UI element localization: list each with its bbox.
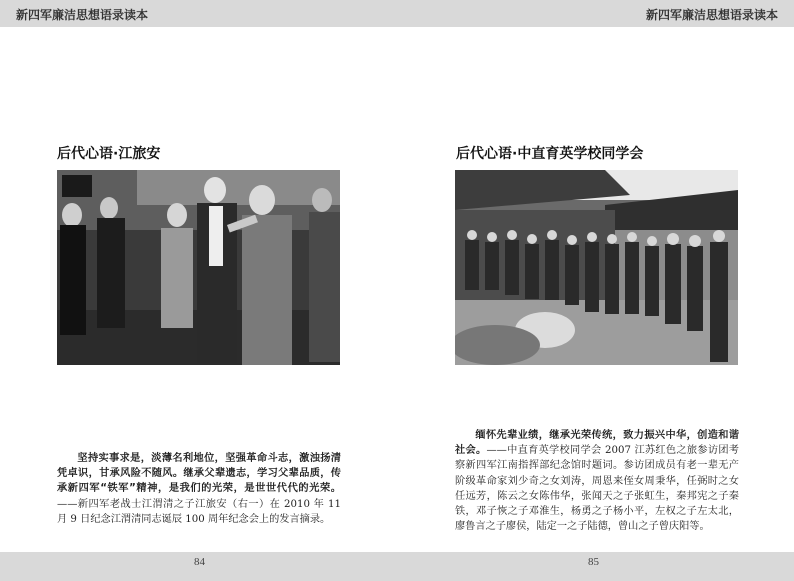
running-header-right: 新四军廉洁思想语录读本 (645, 8, 778, 22)
photo-alumni-group (455, 170, 738, 365)
section-title-left: 后代心语·江旅安 (57, 146, 161, 162)
caption-right-lead: 缅怀先辈业绩，继承光荣传统，致力振兴中华，创造和谐社会。 (455, 430, 739, 457)
bottom-footer-bar (0, 552, 794, 581)
caption-left-note: ——新四军老战士江渭清之子江旅安（右一）在 2010 年 11 月 9 日纪念江渭清同志诞辰 100 周年纪念会上的发言摘录。 (57, 498, 341, 525)
page-number-left: 84 (194, 556, 205, 568)
section-title-right: 后代心语·中直育英学校同学会 (456, 146, 644, 162)
caption-left-lead: 坚持实事求是，淡薄名利地位，坚强革命斗志，激浊扬清凭卓识，甘承风险不随风。继承父辈遗志，学习父辈品质，传承新四军“铁军”精神，是我们的光荣，是世世代代的光荣。 (57, 453, 341, 495)
caption-left (57, 451, 341, 527)
caption-right-note: ——中直育英学校同学会 2007 江苏红色之旅参访团考察新四军江南指挥部纪念馆时题词。参访团成员有老一辈无产阶级革命家刘少奇之女刘涛，周恩来侄女周秉华，任弼时之女任远芳，陈云之女陈伟华，张闻天之子张虹生，秦邦宪之子秦铁，邓子恢之子邓淮生，杨勇之子杨小平，左权之子左太北，廖鲁言之子廖侯，陆定一之子陆德，曾山之子曾庆阳等。 (455, 445, 739, 533)
photo-jiang-lvan (57, 170, 340, 365)
page-number-right: 85 (588, 556, 599, 568)
running-header-left: 新四军廉洁思想语录读本 (16, 8, 149, 22)
caption-right (455, 428, 739, 534)
